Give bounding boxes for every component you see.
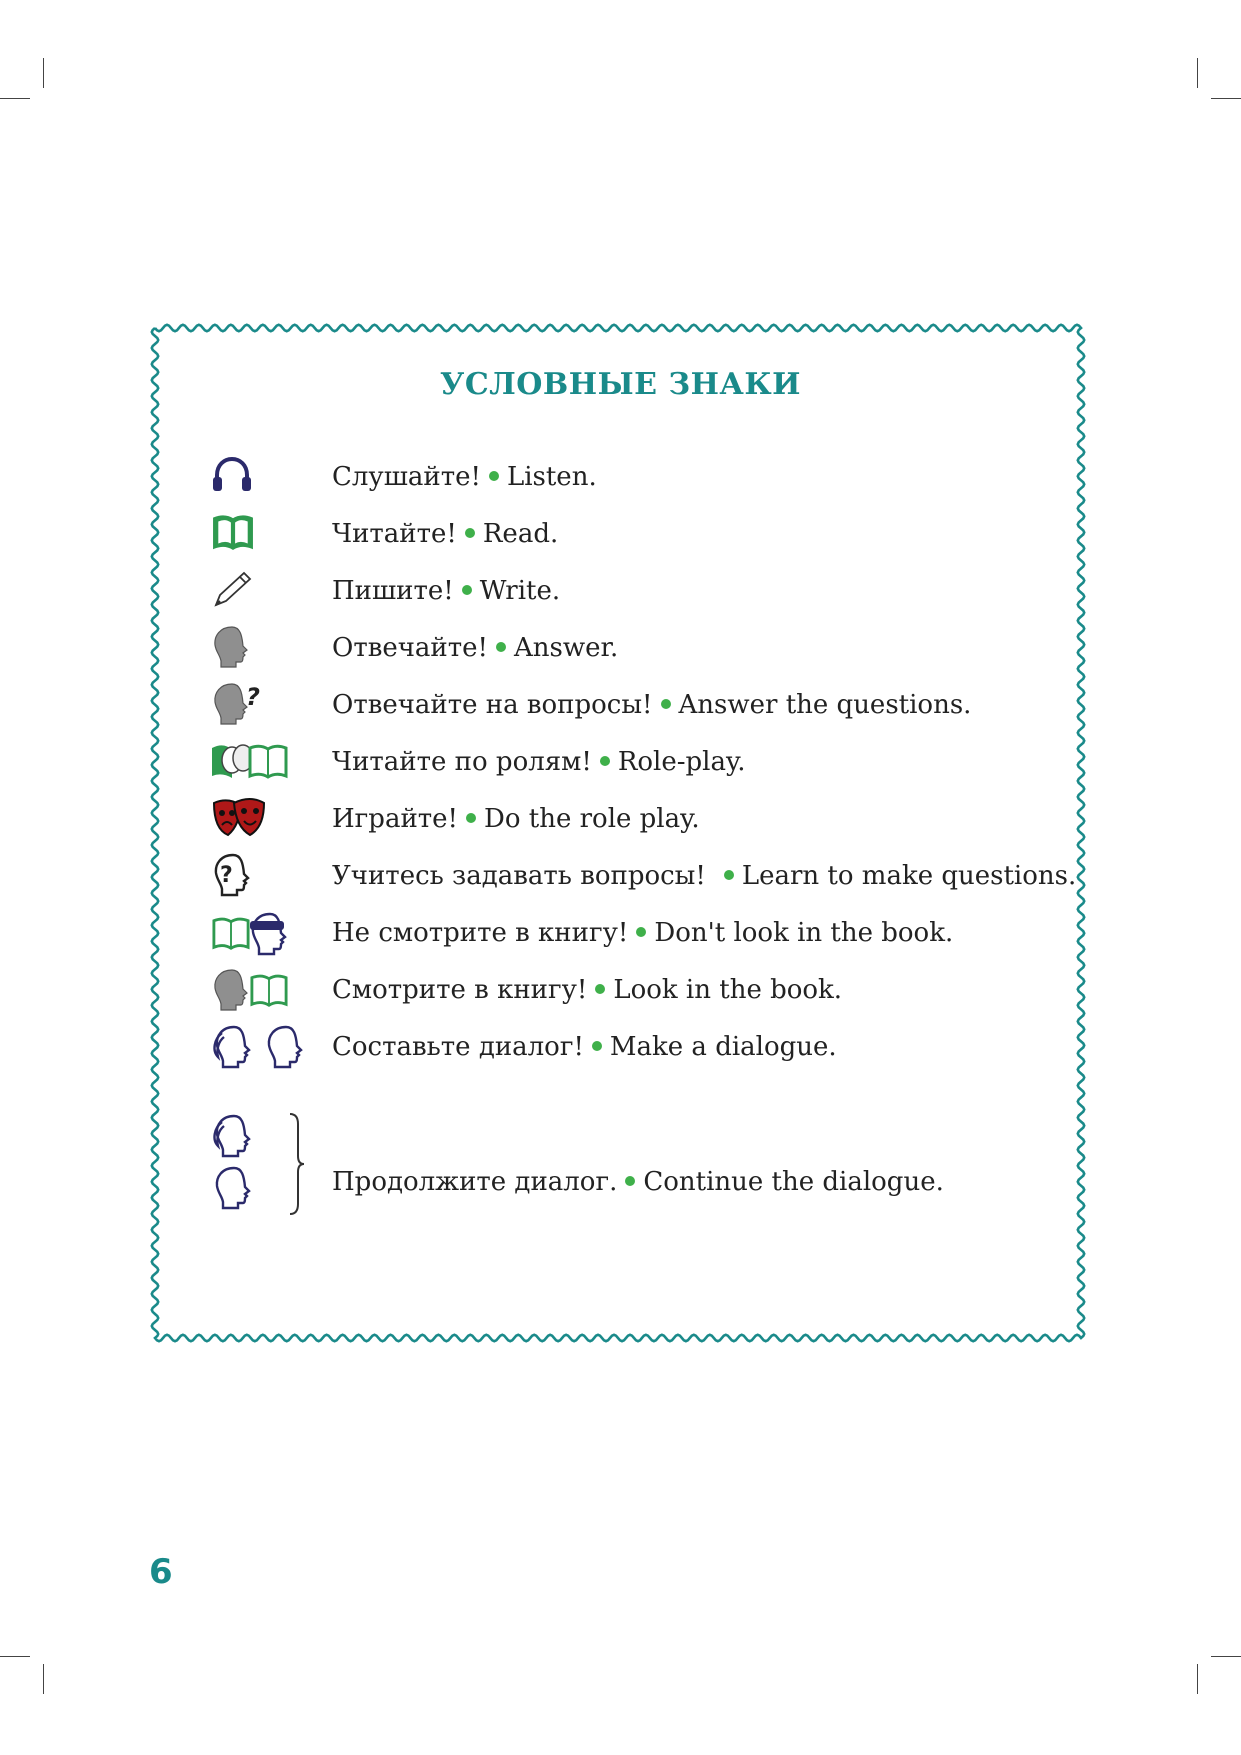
heads-brace-icon bbox=[210, 1112, 320, 1216]
legend-text bbox=[332, 575, 560, 607]
bullet-icon bbox=[661, 699, 671, 709]
legend-ru: Продолжите диалог. bbox=[332, 1167, 618, 1197]
legend-en: Answer the questions. bbox=[678, 690, 972, 720]
bullet-icon bbox=[636, 927, 646, 937]
legend-en: Listen. bbox=[506, 462, 597, 492]
speaking-head-icon bbox=[210, 624, 320, 672]
legend-row bbox=[210, 1023, 1070, 1071]
crop-mark bbox=[43, 1664, 44, 1694]
head-question-icon bbox=[210, 681, 320, 729]
crop-mark bbox=[1211, 98, 1241, 99]
bullet-icon bbox=[465, 528, 475, 538]
legend-text bbox=[332, 1031, 837, 1063]
legend-row bbox=[210, 966, 1070, 1014]
legend-row bbox=[210, 510, 1070, 558]
legend-text bbox=[332, 746, 746, 778]
bullet-icon bbox=[496, 642, 506, 652]
legend-en: Make a dialogue. bbox=[609, 1032, 837, 1062]
legend-row bbox=[210, 852, 1077, 900]
legend-row bbox=[210, 453, 1070, 501]
theatre-masks-icon bbox=[210, 795, 320, 843]
crop-mark bbox=[1197, 58, 1198, 88]
legend-text bbox=[332, 917, 953, 949]
headphones-icon bbox=[210, 453, 320, 501]
legend-row bbox=[210, 909, 1070, 957]
legend-row bbox=[210, 1158, 1070, 1206]
legend-text bbox=[332, 974, 842, 1006]
pen-icon bbox=[210, 567, 320, 615]
bullet-icon bbox=[600, 756, 610, 766]
legend-text bbox=[332, 518, 558, 550]
bullet-icon bbox=[489, 471, 499, 481]
two-heads-icon bbox=[210, 1023, 320, 1071]
question-head-outline-icon bbox=[210, 852, 320, 900]
legend-ru: Читайте по ролям! bbox=[332, 747, 592, 777]
legend-title: УСЛОВНЫЕ ЗНАКИ bbox=[440, 367, 801, 402]
legend-ru: Составьте диалог! bbox=[332, 1032, 584, 1062]
legend-text bbox=[332, 803, 700, 835]
legend-row bbox=[210, 681, 1070, 729]
bullet-icon bbox=[595, 984, 605, 994]
crop-mark bbox=[1211, 1656, 1241, 1657]
legend-en: Read. bbox=[482, 519, 559, 549]
legend-row bbox=[210, 795, 1070, 843]
head-book-icon bbox=[210, 966, 320, 1014]
bullet-icon bbox=[466, 813, 476, 823]
legend-row bbox=[210, 567, 1070, 615]
legend-en: Do the role play. bbox=[484, 804, 700, 834]
masks-book-icon bbox=[210, 738, 320, 786]
legend-text bbox=[332, 1166, 944, 1198]
bullet-icon bbox=[462, 585, 472, 595]
legend-row bbox=[210, 624, 1070, 672]
legend-en: Look in the book. bbox=[613, 975, 843, 1005]
crop-mark bbox=[1197, 1664, 1198, 1694]
bullet-icon bbox=[724, 870, 734, 880]
legend-ru: Отвечайте на вопросы! bbox=[332, 690, 653, 720]
legend-text bbox=[332, 860, 1076, 892]
book-icon bbox=[210, 510, 320, 558]
legend-text bbox=[332, 632, 618, 664]
crop-mark bbox=[0, 1656, 30, 1657]
legend-en: Don't look in the book. bbox=[654, 918, 954, 948]
page-number: 6 bbox=[149, 1552, 173, 1592]
svg-text:?: ? bbox=[220, 863, 233, 888]
legend-en: Continue the dialogue. bbox=[643, 1167, 944, 1197]
legend-ru: Учитесь задавать вопросы! bbox=[332, 861, 706, 891]
legend-en: Answer. bbox=[513, 633, 619, 663]
legend-text bbox=[332, 461, 597, 493]
legend-ru: Читайте! bbox=[332, 519, 457, 549]
legend-en: Write. bbox=[479, 576, 561, 606]
legend-ru: Отвечайте! bbox=[332, 633, 488, 663]
crop-mark bbox=[0, 98, 30, 99]
book-blindfold-icon bbox=[210, 909, 320, 957]
legend-ru: Смотрите в книгу! bbox=[332, 975, 588, 1005]
bullet-icon bbox=[625, 1176, 635, 1186]
svg-text:?: ? bbox=[246, 683, 260, 711]
legend-ru: Играйте! bbox=[332, 804, 458, 834]
legend-en: Role-play. bbox=[617, 747, 746, 777]
legend-en: Learn to make questions. bbox=[741, 861, 1077, 891]
bullet-icon bbox=[592, 1041, 602, 1051]
legend-ru: Слушайте! bbox=[332, 462, 481, 492]
legend-row bbox=[210, 738, 1070, 786]
legend-ru: Пишите! bbox=[332, 576, 454, 606]
crop-mark bbox=[43, 58, 44, 88]
legend-text bbox=[332, 689, 971, 721]
legend-ru: Не смотрите в книгу! bbox=[332, 918, 629, 948]
